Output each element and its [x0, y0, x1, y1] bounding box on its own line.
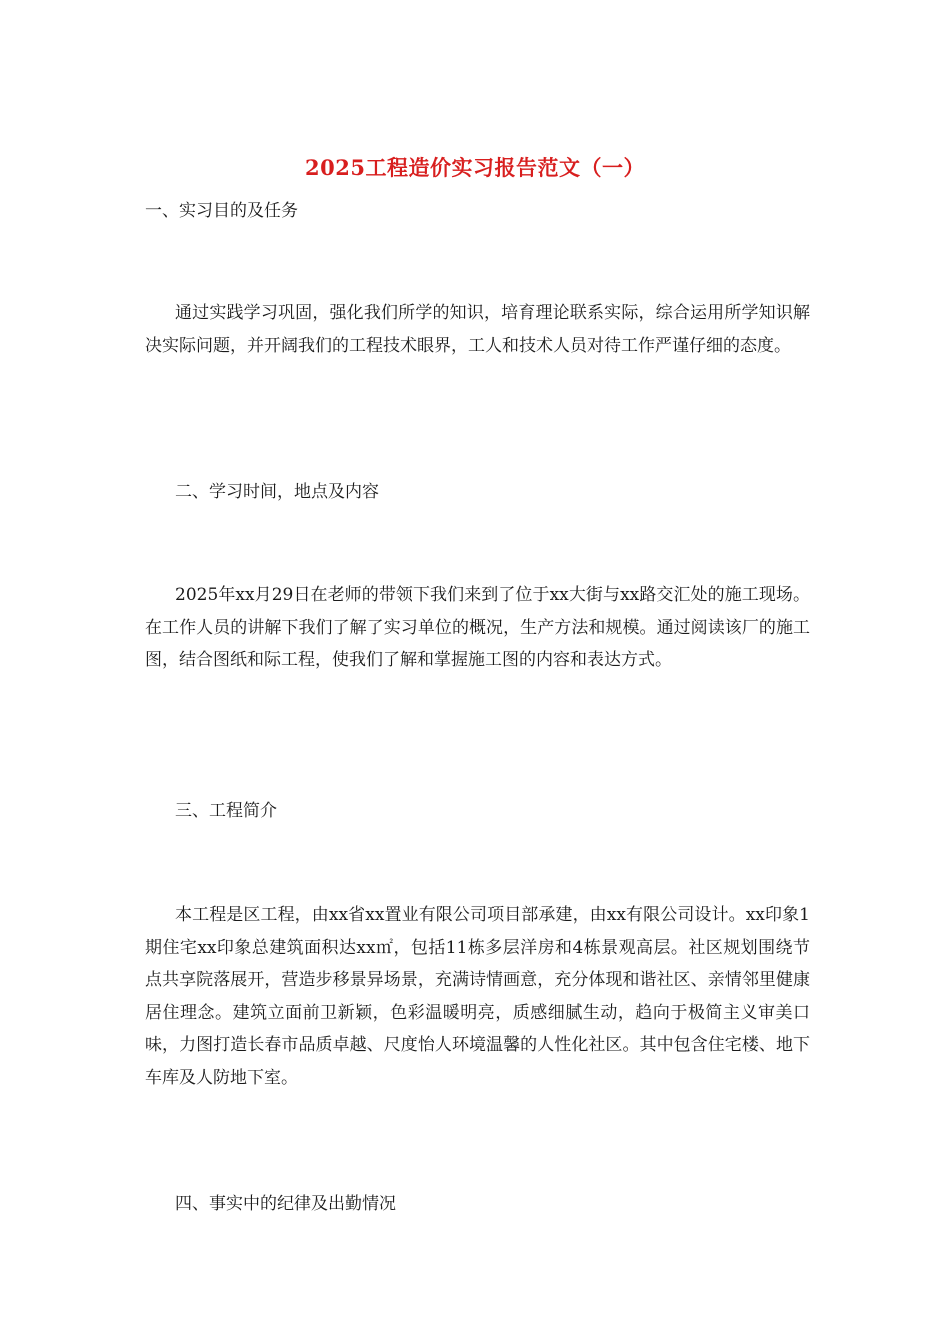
- section-body-1: 通过实践学习巩固，强化我们所学的知识，培育理论联系实际，综合运用所学知识解决实际问题，并开阔我们的工程技术眼界，工人和技术人员对待工作严谨仔细的态度。: [145, 303, 810, 356]
- section-heading-4: 四、事实中的纪律及出勤情况: [175, 1194, 396, 1214]
- section-heading-2: 二、学习时间，地点及内容: [175, 482, 379, 502]
- document-title: 2025工程造价实习报告范文（一）: [305, 155, 645, 180]
- section-heading-3: 三、工程简介: [175, 801, 277, 821]
- section-body-2: 2025年xx月29日在老师的带领下我们来到了位于xx大街与xx路交汇处的施工现场。在工作人员的讲解下我们了解了实习单位的概况，生产方法和规模。通过阅读该厂的施工图，结合图纸和际工程，使我们了解和掌握施工图的内容和表达方式。: [145, 585, 810, 670]
- section-heading-1: 一、实习目的及任务: [145, 201, 298, 221]
- section-body-3: 本工程是区工程，由xx省xx置业有限公司项目部承建，由xx有限公司设计。xx印象1期住宅xx印象总建筑面积达xx㎡，包括11栋多层洋房和4栋景观高层。社区规划围绕节点共享院落展开，营造步移景异场景，充满诗情画意，充分体现和谐社区、亲情邻里健康居住理念。建筑立面前卫新颖，色彩温暖明亮，质感细腻生动，趋向于极简主义审美口味，力图打造长春市品质卓越、尺度怡人环境温馨的人性化社区。其中包含住宅楼、地下车库及人防地下室。: [145, 905, 810, 1088]
